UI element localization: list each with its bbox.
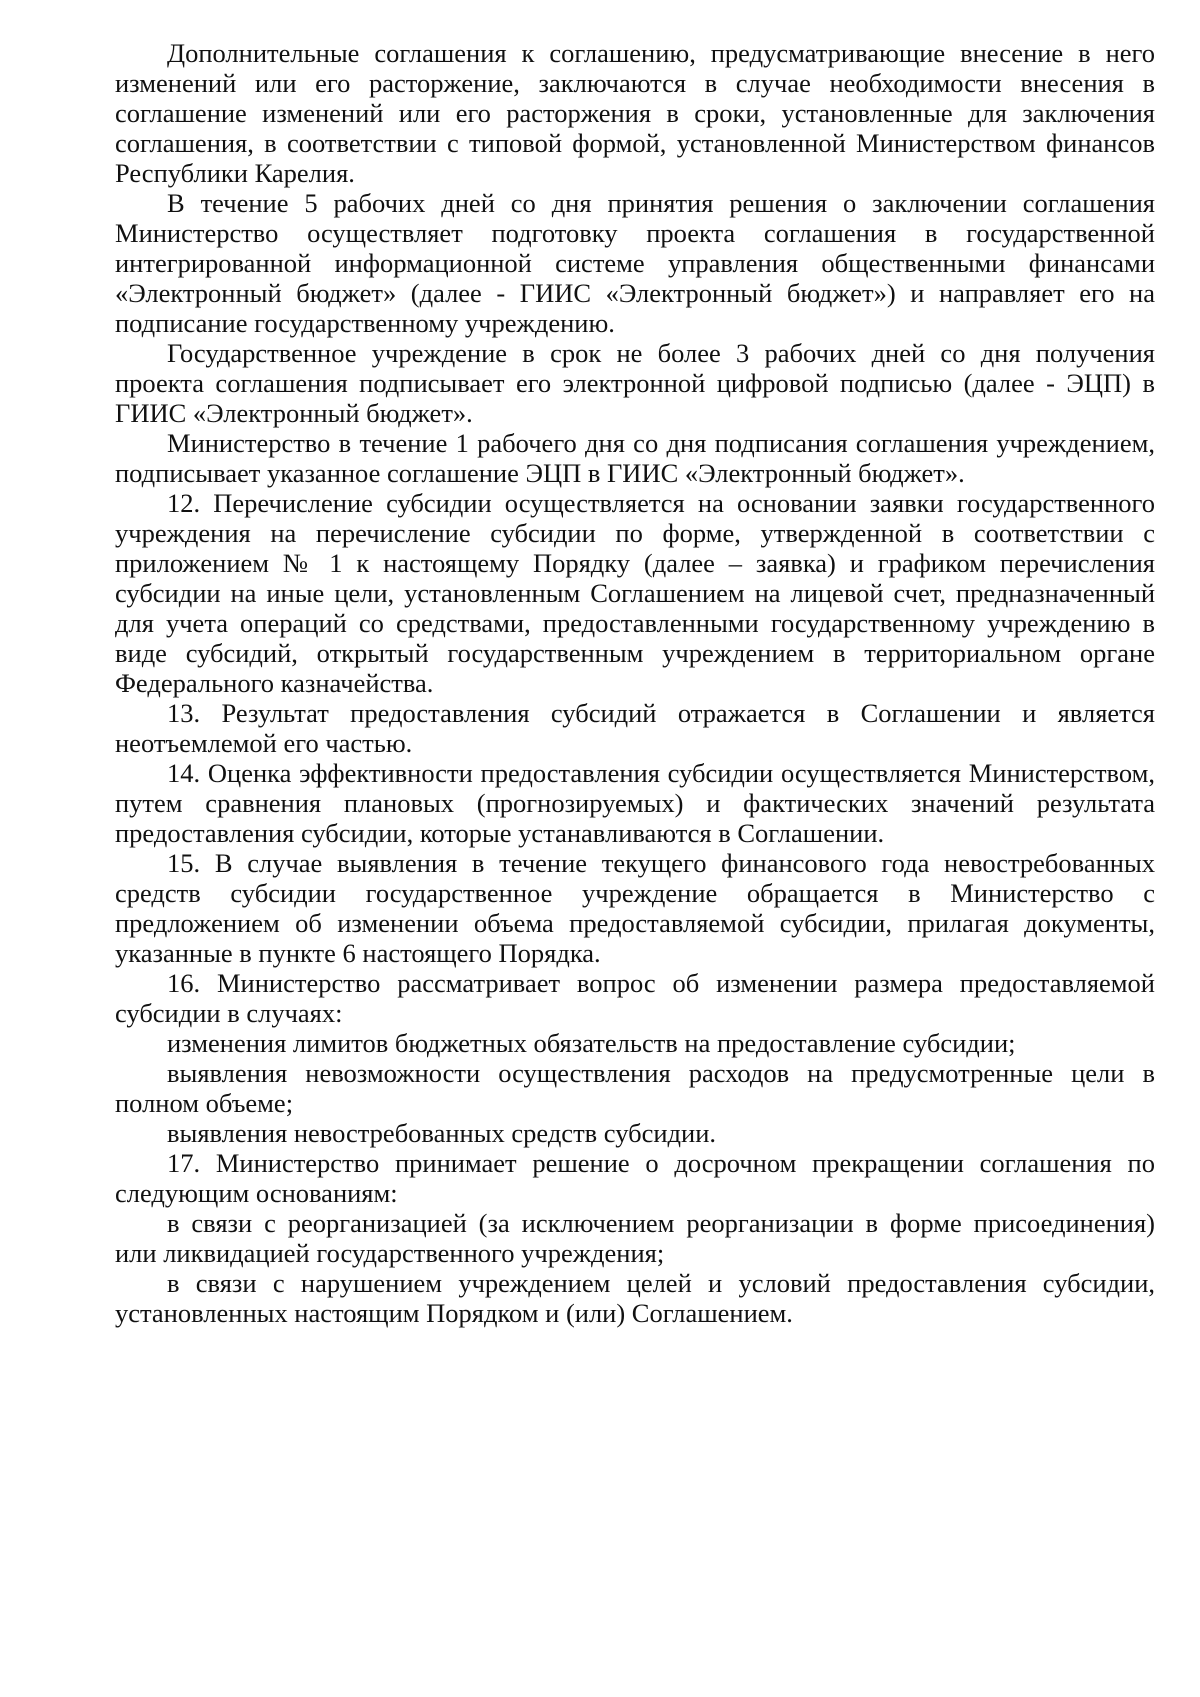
paragraph-item-17-violation: в связи с нарушением учреждением целей и условий предоставления субсидии, установленных настоящим Порядком и (или) Соглашением. [115,1268,1155,1328]
paragraph-item-16-case-impossibility: выявления невозможности осуществления расходов на предусмотренные цели в полном объеме; [115,1058,1155,1118]
paragraph-item-16-case-limits: изменения лимитов бюджетных обязательств на предоставление субсидии; [167,1028,1016,1058]
paragraph-institution-signing: Государственное учреждение в срок не более 3 рабочих дней со дня получения проекта соглашения подписывает его электронной цифровой подписью (далее - ЭЦП) в ГИИС «Электронный бюджет». [115,338,1155,428]
paragraph-item-12: 12. Перечисление субсидии осуществляется на основании заявки государственного учреждения на перечисление субсидии по форме, утвержденной в соответствии с приложением № 1 к настоящему Порядку (далее – заявка) и графиком перечисления субсидии на иные цели, установленным Соглашением на лицевой счет, предназначенный для учета операций со средствами, предоставленными государственному учреждению в виде субсидий, открытый государственным учреждением в территориальном органе Федерального казначейства. [115,488,1155,698]
paragraph-item-17-reorganization: в связи с реорганизацией (за исключением реорганизации в форме присоединения) или ликвидацией государственного учреждения; [115,1208,1155,1268]
paragraph-ministry-signing: Министерство в течение 1 рабочего дня со дня подписания соглашения учреждением, подписывает указанное соглашение ЭЦП в ГИИС «Электронный бюджет». [115,428,1155,488]
paragraph-item-13: 13. Результат предоставления субсидий отражается в Соглашении и является неотъемлемой его частью. [115,698,1155,758]
paragraph-additional-agreements: Дополнительные соглашения к соглашению, предусматривающие внесение в него изменений или его расторжение, заключаются в случае необходимости внесения в соглашение изменений или его расторжения в сроки, установленные для заключения соглашения, в соответствии с типовой формой, установленной Министерством финансов Республики Карелия. [115,38,1155,188]
paragraph-item-17: 17. Министерство принимает решение о досрочном прекращении соглашения по следующим основаниям: [115,1148,1155,1208]
paragraph-item-16: 16. Министерство рассматривает вопрос об изменении размера предоставляемой субсидии в случаях: [115,968,1155,1028]
paragraph-item-16-case-unclaimed: выявления невостребованных средств субсидии. [167,1118,716,1148]
paragraph-item-15: 15. В случае выявления в течение текущего финансового года невостребованных средств субсидии государственное учреждение обращается в Министерство с предложением об изменении объема предоставляемой субсидии, прилагая документы, указанные в пункте 6 настоящего Порядка. [115,848,1155,968]
paragraph-agreement-preparation: В течение 5 рабочих дней со дня принятия решения о заключении соглашения Министерство осуществляет подготовку проекта соглашения в государственной интегрированной информационной системе управления общественными финансами «Электронный бюджет» (далее - ГИИС «Электронный бюджет») и направляет его на подписание государственному учреждению. [115,188,1155,338]
document-page [115,38,1155,1328]
paragraph-item-14: 14. Оценка эффективности предоставления субсидии осуществляется Министерством, путем сравнения плановых (прогнозируемых) и фактических значений результата предоставления субсидии, которые устанавливаются в Соглашении. [115,758,1155,848]
